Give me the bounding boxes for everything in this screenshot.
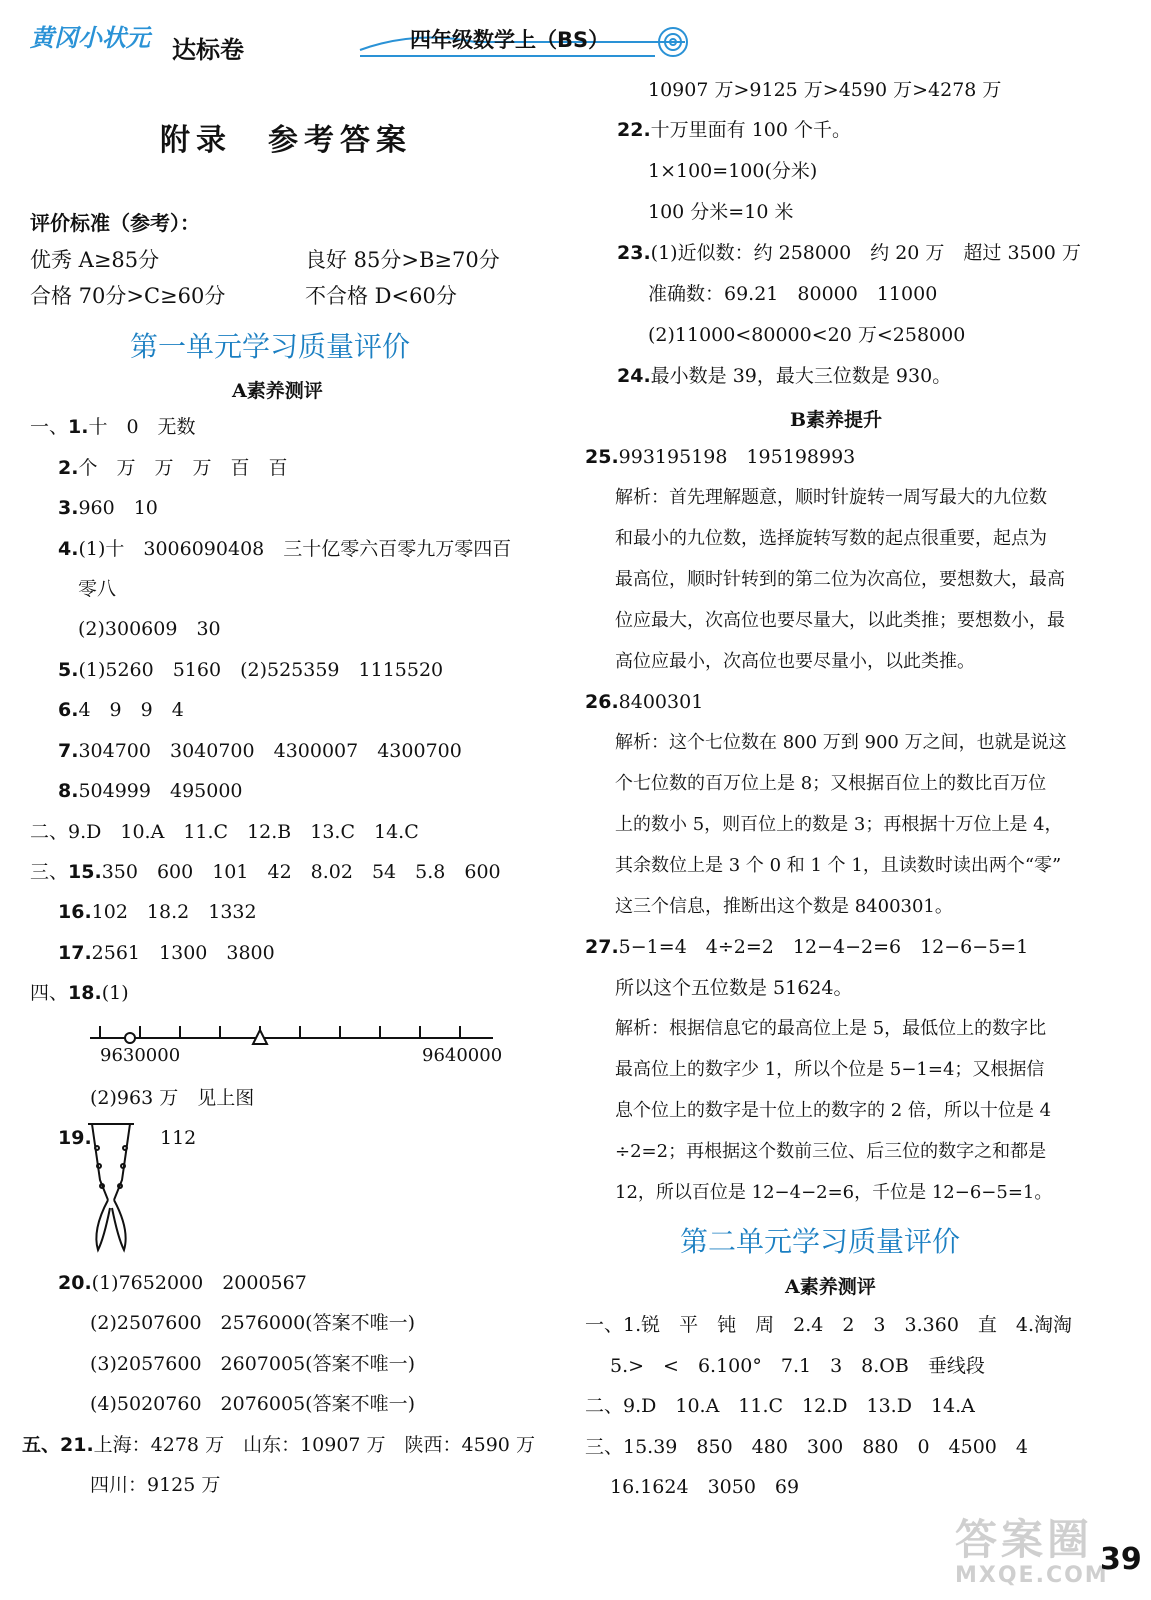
answer-line: 四川：9125 万 (90, 1474, 221, 1496)
header-tag: 四年级数学上（BS） (410, 28, 610, 52)
answer-line: 6.4 9 9 4 (58, 699, 184, 721)
answer-line: 26.8400301 (585, 691, 704, 713)
criteria-pass: 合格 70分>C≥60分 (30, 284, 226, 308)
answer-line: 25.993195198 195198993 (585, 446, 856, 468)
answer-line: 二、9.D 10.A 11.C 12.B 13.C 14.C (30, 821, 419, 843)
unit1-sub-b: B素养提升 (790, 409, 883, 431)
analysis-line: 最高位上的数字少 1，所以个位是 5−1=4；又根据信 (615, 1059, 1045, 1080)
analysis-line: 个七位数的百万位上是 8；又根据百位上的数比百万位 (615, 773, 1047, 794)
analysis-line: 解析：根据信息它的最高位上是 5，最低位上的数字比 (615, 1018, 1047, 1039)
answer-line: 四、18.(1) (30, 982, 129, 1004)
analysis-line: 其余数位上是 3 个 0 和 1 个 1，且读数时读出两个“零” (615, 855, 1062, 876)
criteria-excellent: 优秀 A≥85分 (30, 248, 160, 272)
number-line-right-label: 9640000 (422, 1045, 503, 1066)
answer-line: 112 (160, 1127, 197, 1149)
unit2-sub-a: A素养测评 (785, 1276, 876, 1298)
answer-line: 一、1.锐 平 钝 周 2.4 2 3 3.360 直 4.淘淘 (585, 1314, 1073, 1336)
analysis-line: 息个位上的数字是十位上的数字的 2 倍，所以十位是 4 (615, 1100, 1052, 1121)
number-line-left-label: 9630000 (100, 1045, 181, 1066)
answer-line: (3)2057600 2607005(答案不唯一) (90, 1353, 415, 1375)
analysis-line: ÷2=2；再根据这个数前三位、后三位的数字之和都是 (615, 1141, 1047, 1162)
analysis-line: 解析：首先理解题意，顺时针旋转一周写最大的九位数 (615, 487, 1047, 508)
criteria-fail: 不合格 D<60分 (305, 284, 457, 308)
answer-line: 三、15.39 850 480 300 880 0 4500 4 (585, 1436, 1028, 1458)
answer-line: 20.(1)7652000 2000567 (58, 1272, 307, 1294)
answer-line: 7.304700 3040700 4300007 4300700 (58, 740, 462, 762)
answer-line: 3.960 10 (58, 497, 158, 519)
answer-line: 23.(1)近似数：约 258000 约 20 万 超过 3500 万 (617, 242, 1081, 264)
answer-line: 所以这个五位数是 51624。 (615, 977, 853, 999)
answer-line: 16.1624 3050 69 (610, 1476, 800, 1498)
appendix-title: 附录 参考答案 (160, 123, 412, 158)
answer-line: (2)11000<80000<20 万<258000 (648, 324, 966, 346)
brand-logo: 黄冈小状元 (30, 24, 150, 52)
answer-line: 五、21.上海：4278 万 山东：10907 万 陕西：4590 万 (22, 1434, 535, 1456)
scissors-figure (86, 1120, 138, 1255)
unit2-title: 第二单元学习质量评价 (680, 1225, 961, 1258)
answer-line: 100 分米=10 米 (648, 201, 794, 223)
answer-line: 4.(1)十 3006090408 三十亿零六百零九万零四百 (58, 538, 512, 560)
answer-line: 2.个 万 万 万 百 百 (58, 457, 288, 479)
analysis-line: 12，所以百位是 12−4−2=6，千位是 12−6−5=1。 (615, 1182, 1053, 1203)
answer-line: 8.504999 495000 (58, 780, 243, 802)
analysis-line: 这三个信息，推断出这个数是 8400301。 (615, 896, 953, 917)
answer-line: (2)300609 30 (78, 618, 221, 640)
number-line-figure (88, 1018, 498, 1046)
answer-line: 27.5−1=4 4÷2=2 12−4−2=6 12−6−5=1 (585, 936, 1029, 958)
analysis-line: 和最小的九位数，选择旋转写数的起点很重要，起点为 (615, 528, 1047, 549)
answer-line: 5.(1)5260 5160 (2)525359 1115520 (58, 659, 444, 681)
answer-line: (4)5020760 2076005(答案不唯一) (90, 1393, 415, 1415)
analysis-line: 最高位，顺时针转到的第二位为次高位，要想数大，最高 (615, 569, 1065, 590)
answer-line: 5.> < 6.100° 7.1 3 8.OB 垂线段 (610, 1355, 985, 1377)
answer-line: 24.最小数是 39，最大三位数是 930。 (617, 365, 952, 387)
answer-line: 22.十万里面有 100 个千。 (617, 119, 852, 141)
answer-line: 准确数：69.21 80000 11000 (648, 283, 938, 305)
answer-line: 三、15.350 600 101 42 8.02 54 5.8 600 (30, 861, 501, 883)
answer-line: 二、9.D 10.A 11.C 12.D 13.D 14.A (585, 1395, 975, 1417)
series-title: 达标卷 (172, 36, 244, 64)
question-number: 19. (58, 1127, 92, 1149)
analysis-line: 上的数小 5，则百位上的数是 3；再根据十万位上是 4， (615, 814, 1063, 835)
analysis-line: 解析：这个七位数在 800 万到 900 万之间，也就是说这 (615, 732, 1067, 753)
watermark: 答案圈 MXQE.COM (955, 1515, 1109, 1588)
criteria-title: 评价标准（参考）： (30, 211, 200, 235)
answer-line: 17.2561 1300 3800 (58, 942, 275, 964)
answer-line: 10907 万>9125 万>4590 万>4278 万 (648, 79, 1002, 101)
criteria-good: 良好 85分>B≥70分 (305, 248, 500, 272)
analysis-line: 位应最大，次高位也要尽量大，以此类推；要想数小，最 (615, 610, 1065, 631)
answer-line: 一、1.十 0 无数 (30, 416, 196, 438)
unit1-sub-a: A素养测评 (232, 380, 323, 402)
answer-line: 零八 (78, 578, 117, 600)
analysis-line: 高位应最小，次高位也要尽量小，以此类推。 (615, 651, 975, 672)
answer-line: (2)2507600 2576000(答案不唯一) (90, 1312, 415, 1334)
page-number: 39 (1100, 1542, 1142, 1577)
answer-line: 1×100=100(分米) (648, 160, 818, 182)
answer-line: 16.102 18.2 1332 (58, 901, 257, 923)
answer-line: (2)963 万 见上图 (90, 1087, 255, 1109)
unit1-title: 第一单元学习质量评价 (130, 330, 411, 363)
